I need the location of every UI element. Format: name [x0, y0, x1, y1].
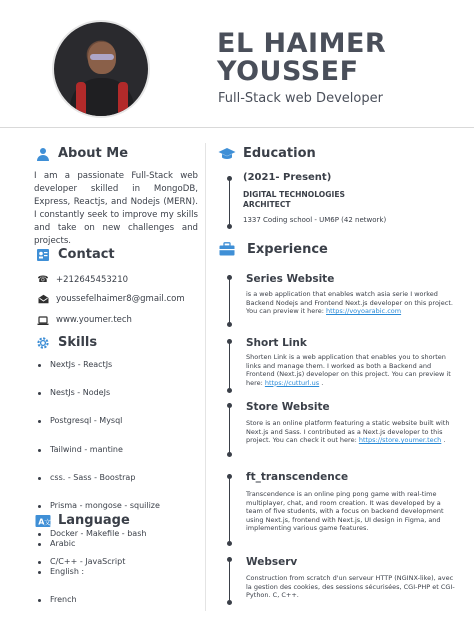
about-text: I am a passionate Full-Stack web developer skilled in MongoDB, Express, Reactjs, and Nodejs (MERN). I constantly seek to improve my skills and take on new challenges and projects.	[34, 171, 198, 246]
project-title: ft_transcendence	[246, 471, 349, 483]
website-url[interactable]: www.youmer.tech	[56, 315, 132, 325]
timeline-line	[229, 176, 230, 228]
timeline-dot	[227, 224, 232, 229]
column-divider	[205, 143, 206, 611]
timeline-dot	[227, 541, 232, 546]
skill-item: Tailwind - mantine	[36, 445, 206, 454]
project-desc: Construction from scratch d'un serveur HTTP (NGINX-like), avec la gestion des cookies, des sessions sécurisées, CGI-PHP et CGI-Python. C, C++.	[246, 574, 455, 600]
about-title: About Me	[58, 146, 129, 161]
project-desc: Store is an online platform featuring a static website built with Next.js and Sass. I contributed as a Next.js developer to this project. You can check it out here: https://store.youmer.tech .	[246, 419, 450, 445]
project-link[interactable]: https://voyoarabic.com	[326, 307, 402, 316]
timeline-dot	[227, 452, 232, 457]
education-org-line-1: DIGITAL TECHNOLOGIES	[243, 190, 345, 199]
timeline-line	[229, 474, 230, 544]
project-desc: Transcendence is an online ping pong game with real-time multiplayer, chat, and room creation. It was developed by a team of five students, with a focus on backend development using Next.js, frontend with Next.js, UI design in Figma, and implementing various game features.	[246, 490, 444, 533]
project-title: Series Website	[246, 273, 335, 285]
language-title: Language	[58, 513, 130, 528]
skill-item: css. - Sass - Boostrap	[36, 473, 206, 482]
timeline-line	[229, 339, 230, 391]
skill-item: NextJs - ReactJs	[36, 360, 206, 369]
full-name	[217, 30, 386, 86]
project-title: Webserv	[246, 556, 298, 568]
project-desc: Shorten Link is a web application that enables you to shorten links and manage them. I worked as both a Backend and Frontend (Next.js) developer on this project. You can preview it here: https://cutturl.us .	[246, 353, 451, 387]
skill-item: Docker - Makefile - bash	[36, 529, 206, 538]
education-years: (2021- Present)	[243, 172, 332, 183]
skill-item: Postgresql - Mysql	[36, 416, 206, 425]
skills-title: Skills	[58, 335, 98, 350]
timeline-line	[229, 403, 230, 455]
briefcase-icon	[219, 242, 235, 256]
language-item: Arabic	[36, 539, 186, 548]
timeline-dot	[227, 322, 232, 327]
translate-icon	[35, 514, 49, 528]
timeline-dot	[227, 388, 232, 393]
phone-number[interactable]: +212645453210	[56, 275, 129, 285]
education-org	[243, 190, 345, 210]
svg-text:文: 文	[44, 518, 51, 527]
education-org-line-2: ARCHITECT	[243, 200, 291, 209]
project-title: Store Website	[246, 401, 330, 413]
svg-text:A: A	[38, 517, 45, 527]
project-link[interactable]: https://cutturl.us	[264, 378, 320, 387]
timeline-dot	[227, 600, 232, 605]
skill-item: Prisma - mongose - squilize	[36, 501, 206, 510]
person-icon	[36, 147, 50, 161]
timeline-line	[229, 557, 230, 604]
education-title: Education	[243, 146, 316, 161]
gear-icon	[36, 336, 50, 350]
project-desc: is a web application that enables watch asia serie I worked Backend Nodejs and Frontend Next.js developer on this project. You can preview it here: https://voyoarabic.com	[246, 290, 453, 316]
project-link[interactable]: https://store.youmer.tech	[358, 436, 442, 445]
education-school: 1337 Coding school - UM6P (42 network)	[243, 216, 387, 224]
skill-item: NestJs - NodeJs	[36, 388, 206, 397]
header-divider	[0, 127, 474, 128]
laptop-icon	[37, 316, 49, 326]
job-role: Full-Stack web Developer	[218, 91, 383, 106]
language-item: English :	[36, 567, 186, 576]
name-line-2: YOUSSEF	[217, 56, 359, 87]
name-line-1: EL HAIMER	[217, 28, 387, 59]
phone-icon: ☎	[37, 275, 49, 285]
contact-card-icon	[36, 248, 50, 262]
timeline-line	[229, 275, 230, 325]
email-icon	[37, 294, 49, 304]
language-item: French	[36, 595, 186, 604]
email-address[interactable]: youssefelhaimer8@gmail.com	[56, 294, 185, 304]
contact-title: Contact	[58, 247, 115, 262]
experience-title: Experience	[247, 242, 328, 257]
graduation-cap-icon	[218, 147, 236, 161]
project-title: Short Link	[246, 337, 307, 349]
skill-item: C/C++ - JavaScript	[36, 557, 206, 566]
